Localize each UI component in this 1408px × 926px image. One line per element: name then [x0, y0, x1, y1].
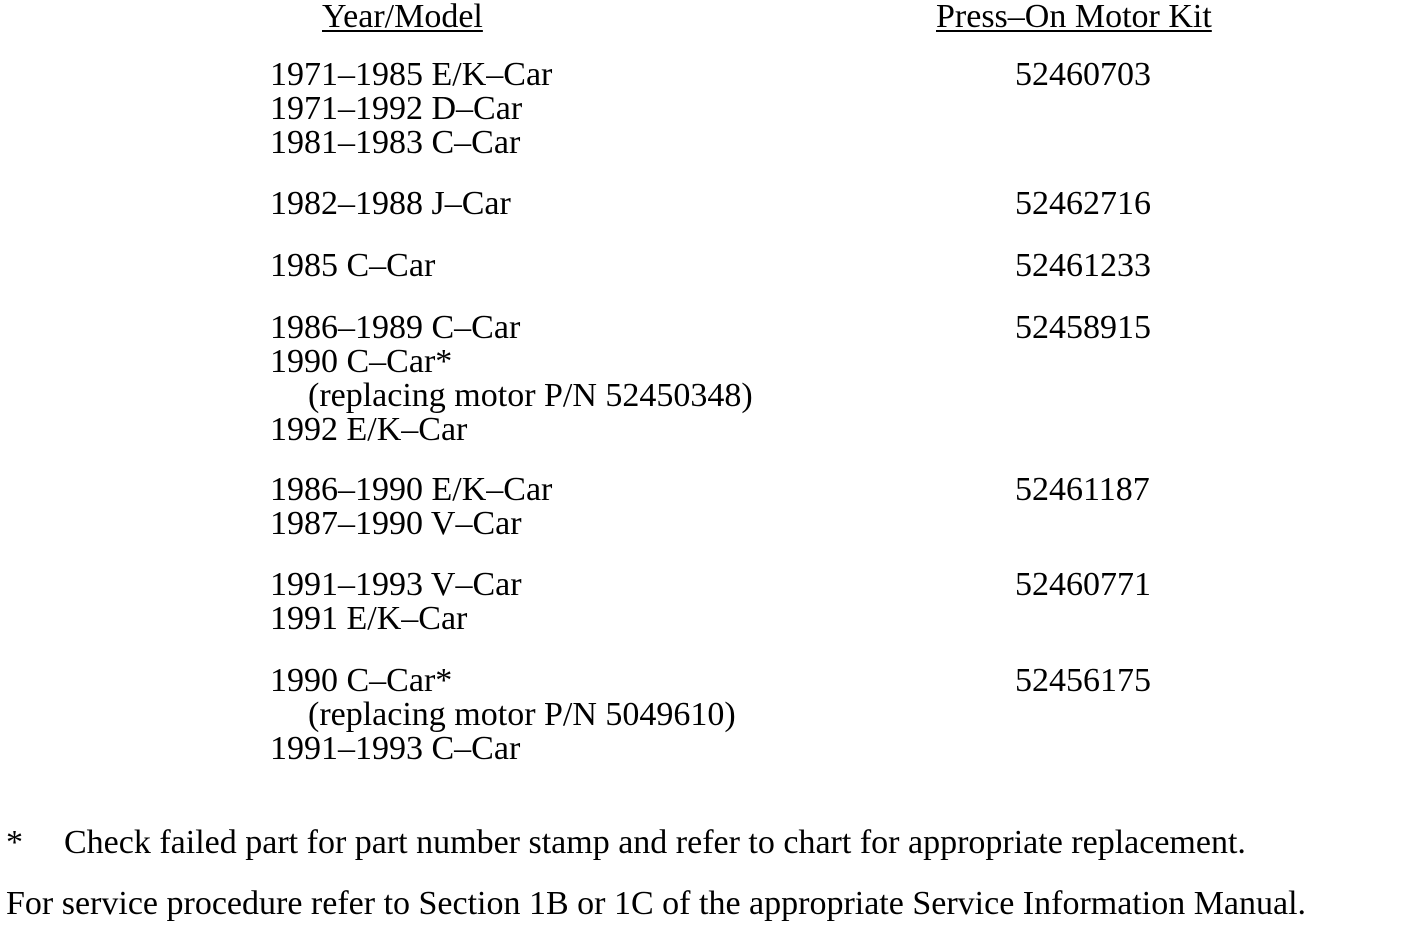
column-header-year-model: Year/Model [322, 0, 483, 35]
kit-number: 52456175 [1015, 662, 1151, 699]
service-note: For service procedure refer to Section 1B or 1C of the appropriate Service Information Manual. [6, 885, 1307, 922]
model-list [270, 311, 753, 447]
kit-number: 52461187 [1015, 471, 1150, 508]
model-list [270, 568, 522, 636]
kit-number: 52458915 [1015, 309, 1151, 346]
model-note: (replacing motor P/N 52450348) [308, 377, 753, 414]
model-list [270, 664, 736, 766]
column-header-kit: Press–On Motor Kit [936, 0, 1212, 35]
model-line: 1991–1993 V–Car [270, 566, 522, 603]
model-line: 1990 C–Car* [270, 662, 453, 699]
model-line: 1992 E/K–Car [270, 411, 468, 448]
model-line: 1971–1992 D–Car [270, 90, 523, 127]
model-line: 1971–1985 E/K–Car [270, 56, 553, 93]
model-line: 1991–1993 C–Car [270, 730, 521, 767]
model-line: 1986–1990 E/K–Car [270, 471, 553, 508]
footnote-marker: * [6, 824, 23, 861]
model-list [270, 58, 552, 160]
footnote-text: Check failed part for part number stamp and refer to chart for appropriate replacement. [64, 824, 1246, 861]
model-line: 1987–1990 V–Car [270, 505, 522, 542]
model-line: 1982–1988 J–Car [270, 185, 511, 222]
kit-number: 52462716 [1015, 185, 1151, 222]
model-line: 1986–1989 C–Car [270, 309, 521, 346]
model-line: 1990 C–Car* [270, 343, 453, 380]
model-line: 1985 C–Car [270, 247, 436, 284]
kit-number: 52461233 [1015, 247, 1151, 284]
kit-number: 52460703 [1015, 56, 1151, 93]
model-list [270, 187, 511, 221]
model-line: 1981–1983 C–Car [270, 124, 521, 161]
model-line: 1991 E/K–Car [270, 600, 468, 637]
model-list [270, 249, 435, 283]
model-note: (replacing motor P/N 5049610) [308, 696, 736, 733]
model-list [270, 473, 552, 541]
footnote [6, 826, 1246, 860]
kit-number: 52460771 [1015, 566, 1151, 603]
